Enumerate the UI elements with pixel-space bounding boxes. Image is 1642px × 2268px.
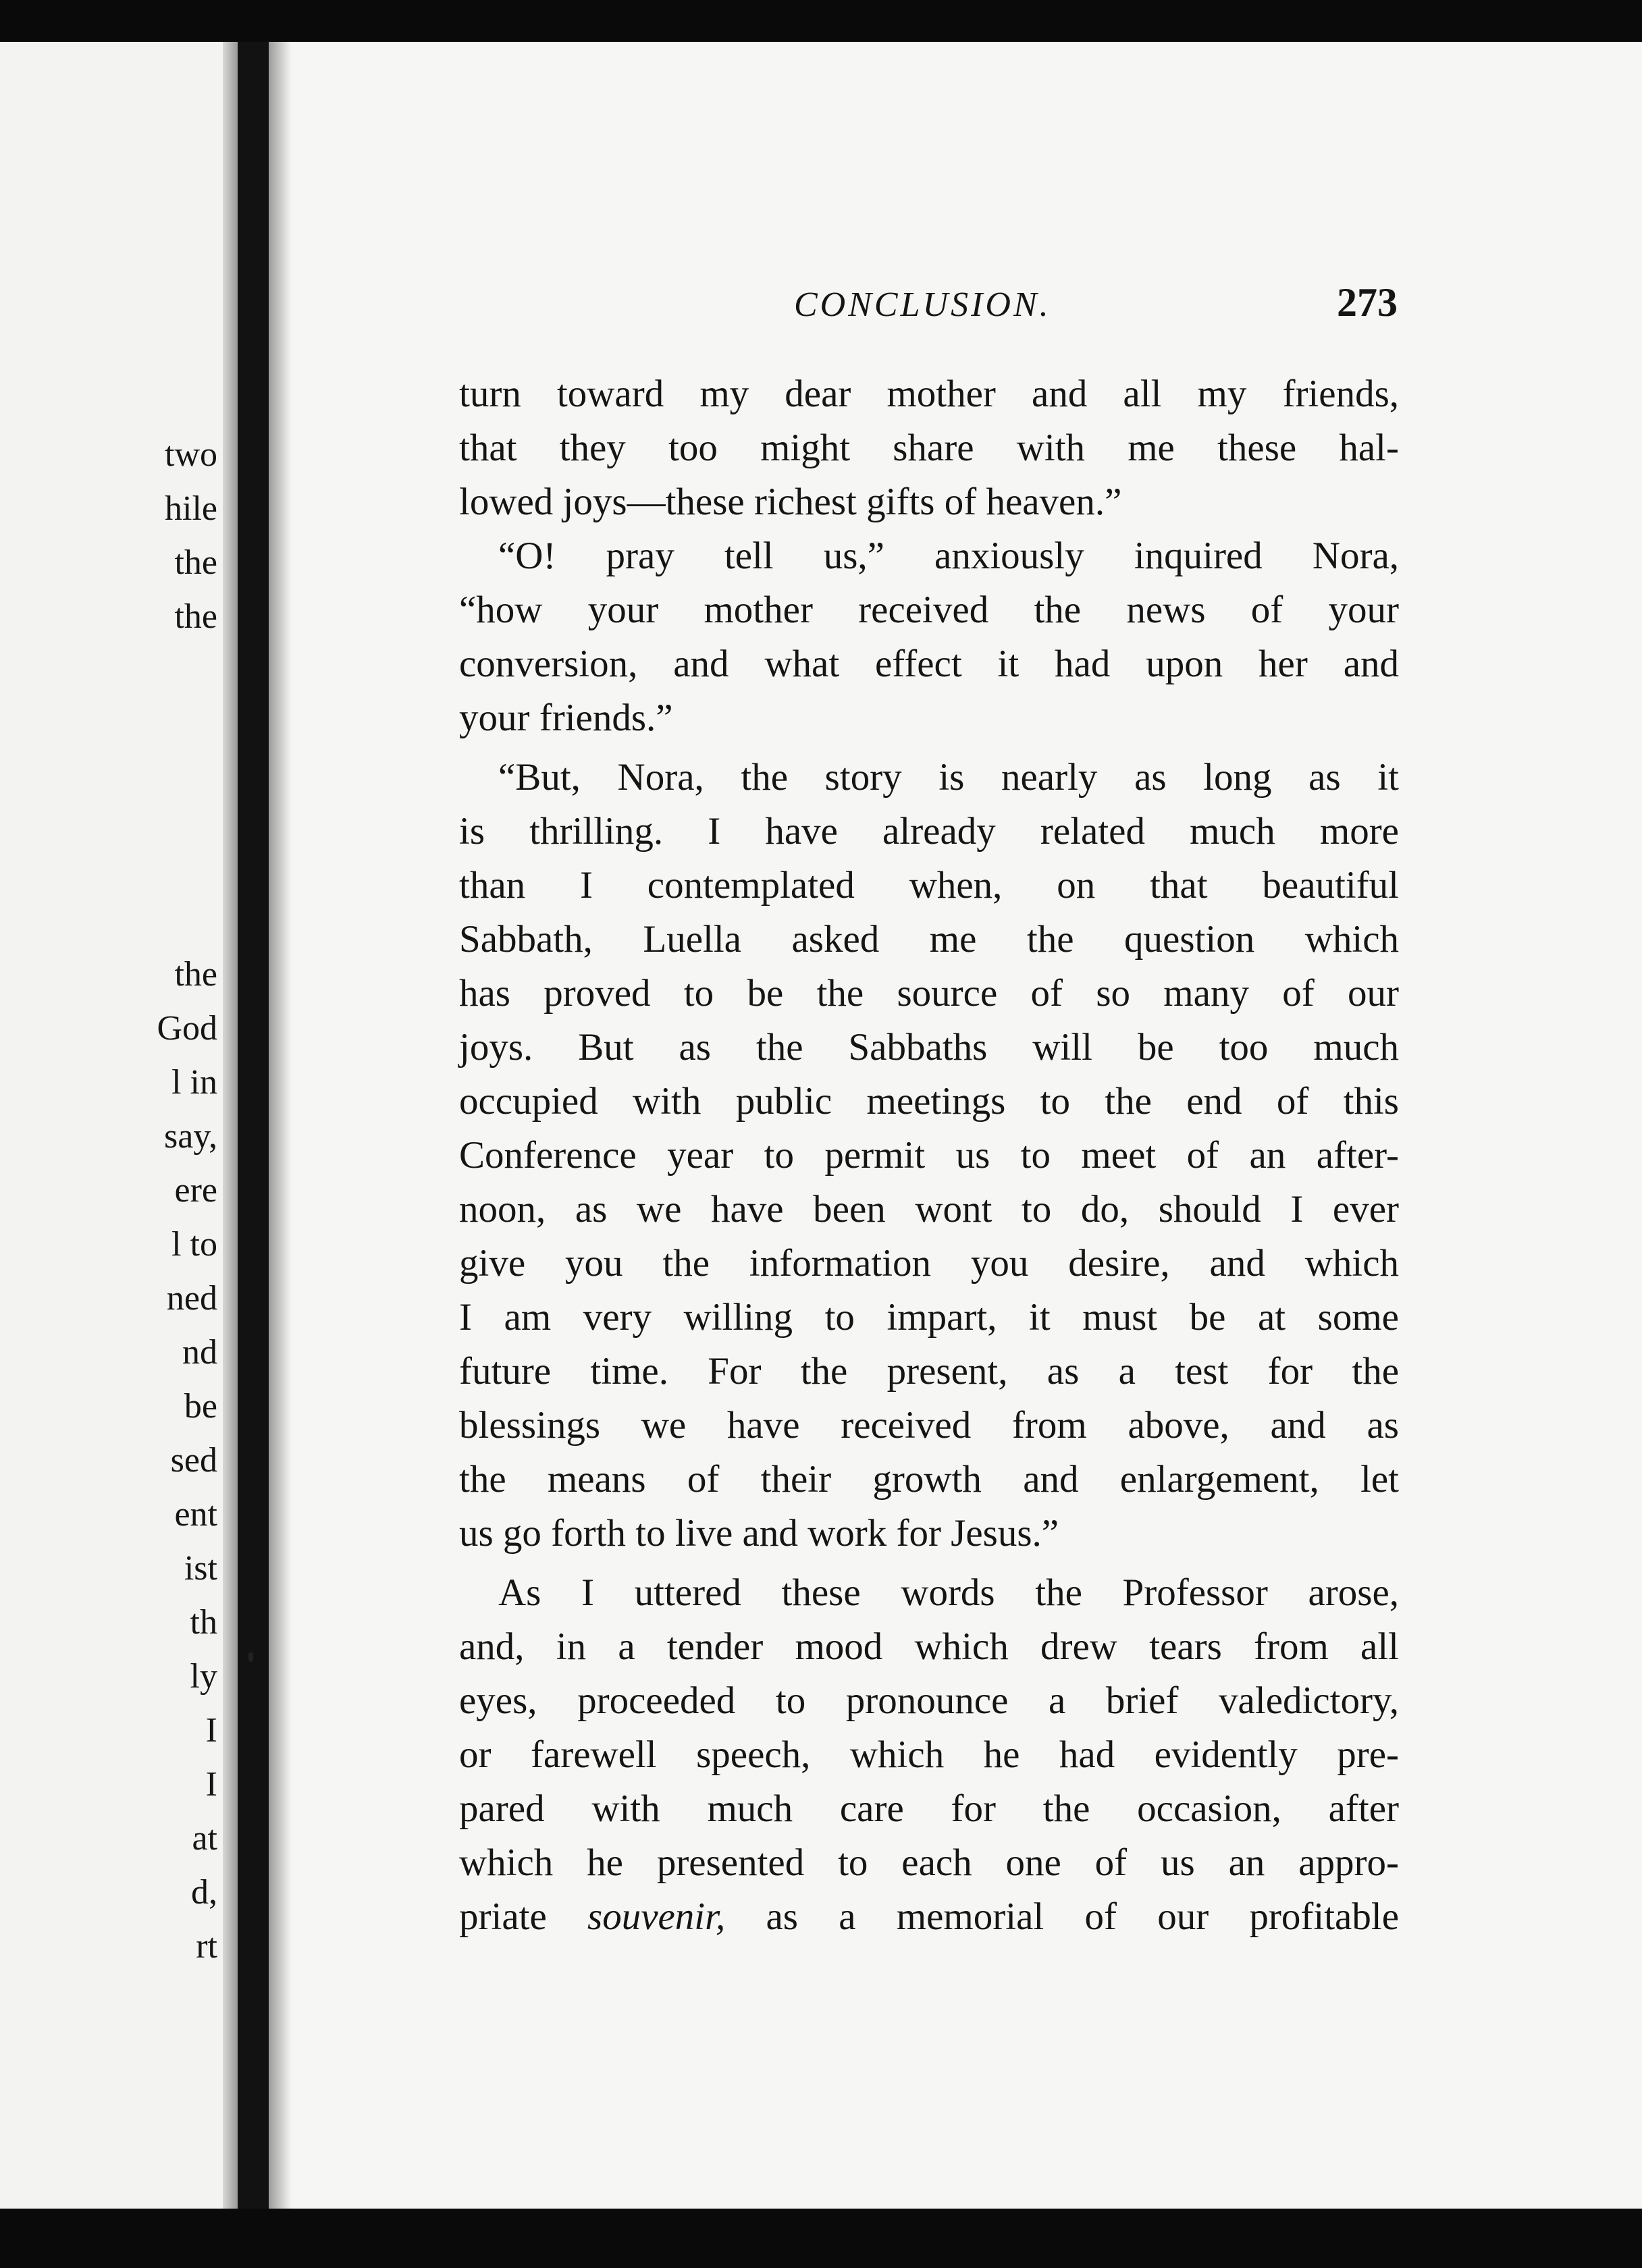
body-line: or farewell speech, which he had evidently pre-	[459, 1733, 1399, 1776]
facing-page-fragment: ly	[190, 1657, 217, 1696]
body-text: priate	[459, 1895, 547, 1938]
facing-page-fragment: ned	[166, 1279, 217, 1318]
facing-page-fragment: ent	[174, 1495, 217, 1534]
body-line: the means of their growth and enlargement, let	[459, 1458, 1399, 1501]
body-line: “But, Nora, the story is nearly as long as it	[498, 756, 1399, 799]
body-line: noon, as we have been wont to do, should I ever	[459, 1188, 1399, 1231]
page-curve-shadow	[269, 42, 292, 2211]
body-line: As I uttered these words the Professor arose,	[498, 1571, 1399, 1614]
body-line: your friends.”	[459, 697, 673, 739]
scan-bottom-edge	[0, 2209, 1642, 2268]
body-line: pared with much care for the occasion, after	[459, 1787, 1399, 1830]
body-line: occupied with public meetings to the end of this	[459, 1080, 1399, 1123]
body-line: Sabbath, Luella asked me the question which	[459, 918, 1399, 961]
body-line: us go forth to live and work for Jesus.”	[459, 1512, 1059, 1555]
page-fold-shadow	[223, 42, 238, 2211]
body-line: which he presented to each one of us an appro-	[459, 1841, 1399, 1884]
book-gutter	[238, 42, 269, 2211]
body-line: has proved to be the source of so many of our	[459, 972, 1399, 1015]
body-line: I am very willing to impart, it must be at some	[459, 1296, 1399, 1339]
body-line: eyes, proceeded to pronounce a brief valedictory,	[459, 1679, 1399, 1722]
body-text: as a memorial of our profitable	[766, 1895, 1399, 1938]
body-line: give you the information you desire, and which	[459, 1242, 1399, 1285]
facing-page-fragment: I	[205, 1711, 217, 1750]
body-line: conversion, and what effect it had upon her and	[459, 643, 1399, 685]
body-line: turn toward my dear mother and all my friends,	[459, 373, 1399, 415]
italic-word: souvenir,	[587, 1895, 726, 1938]
facing-page-fragment: the	[174, 543, 217, 582]
running-head: CONCLUSION.	[794, 286, 1051, 324]
body-line: blessings we have received from above, and as	[459, 1404, 1399, 1447]
facing-page-fragment: ere	[174, 1171, 217, 1210]
facing-page-fragment: rt	[196, 1927, 217, 1966]
body-line: is thrilling. I have already related much more	[459, 810, 1399, 853]
facing-page-fragment: l to	[171, 1225, 217, 1264]
facing-page-fragment: d,	[191, 1873, 217, 1912]
facing-page-left	[0, 42, 238, 2211]
body-line: than I contemplated when, on that beautiful	[459, 864, 1399, 907]
body-line: that they too might share with me these hal-	[459, 427, 1399, 469]
body-line: future time. For the present, as a test for the	[459, 1350, 1399, 1393]
body-line: lowed joys—these richest gifts of heaven.”	[459, 481, 1122, 523]
facing-page-fragment: sed	[170, 1441, 217, 1480]
facing-page-fragment: say,	[164, 1117, 217, 1156]
body-line: and, in a tender mood which drew tears from all	[459, 1625, 1399, 1668]
facing-page-fragment: I	[205, 1765, 217, 1804]
facing-page-fragment: th	[190, 1603, 217, 1642]
body-line-final	[459, 1890, 1399, 1944]
facing-page-fragment: hile	[165, 489, 217, 528]
body-line: “O! pray tell us,” anxiously inquired Nora,	[498, 535, 1399, 577]
facing-page-fragment: at	[192, 1819, 217, 1858]
facing-page-fragment: nd	[182, 1333, 217, 1372]
page-number: 273	[1337, 280, 1398, 325]
facing-page-fragment: the	[174, 955, 217, 994]
facing-page-fragment: the	[174, 597, 217, 636]
scan-top-edge	[0, 0, 1642, 43]
facing-page-fragment: l in	[171, 1063, 217, 1102]
body-line: joys. But as the Sabbaths will be too much	[459, 1026, 1399, 1069]
body-line: “how your mother received the news of your	[459, 589, 1399, 631]
facing-page-fragment: God	[157, 1009, 217, 1048]
facing-page-fragment: be	[184, 1387, 217, 1426]
body-line: Conference year to permit us to meet of an after-	[459, 1134, 1399, 1177]
facing-page-fragment: two	[165, 435, 217, 474]
ink-speck	[248, 1652, 253, 1662]
facing-page-fragment: ist	[184, 1549, 217, 1588]
